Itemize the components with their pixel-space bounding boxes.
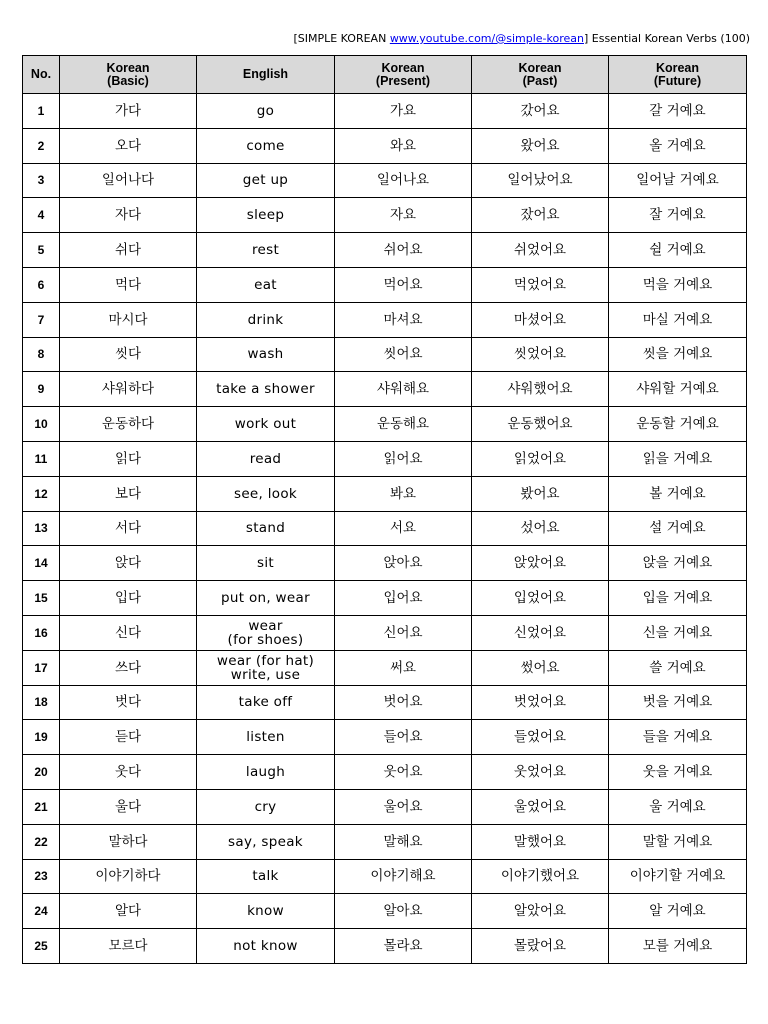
cell-basic: 샤워하다	[60, 372, 197, 407]
col-header-basic: Korean (Basic)	[60, 56, 197, 94]
cell-future: 올 거예요	[609, 128, 747, 163]
cell-past: 몰랐어요	[472, 929, 609, 964]
cell-english	[197, 581, 335, 616]
english-line: work out	[234, 416, 297, 433]
english-line: see, look	[233, 485, 297, 502]
verbs-table	[22, 55, 747, 964]
cell-present: 써요	[335, 650, 472, 685]
table-row	[23, 337, 747, 372]
cell-future: 먹을 거예요	[609, 267, 747, 302]
english-line: wear	[248, 617, 283, 634]
cell-english	[197, 546, 335, 581]
cell-future: 벗을 거예요	[609, 685, 747, 720]
cell-present: 신어요	[335, 615, 472, 650]
cell-present: 벗어요	[335, 685, 472, 720]
cell-future: 갈 거예요	[609, 94, 747, 129]
cell-basic: 벗다	[60, 685, 197, 720]
cell-english	[197, 720, 335, 755]
cell-past: 이야기했어요	[472, 859, 609, 894]
english-line: drink	[247, 311, 284, 328]
col-header-future: Korean (Future)	[609, 56, 747, 94]
cell-english	[197, 407, 335, 442]
cell-past: 알았어요	[472, 894, 609, 929]
cell-present: 와요	[335, 128, 472, 163]
cell-no: 3	[23, 163, 60, 198]
cell-basic: 울다	[60, 789, 197, 824]
cell-future: 말할 거예요	[609, 824, 747, 859]
cell-english	[197, 859, 335, 894]
cell-basic: 가다	[60, 94, 197, 129]
cell-english	[197, 650, 335, 685]
cell-english	[197, 94, 335, 129]
cell-english	[197, 128, 335, 163]
table-header-row	[23, 56, 747, 94]
cell-future: 일어날 거예요	[609, 163, 747, 198]
english-line: put on, wear	[221, 590, 310, 607]
cell-past: 씻었어요	[472, 337, 609, 372]
cell-future: 모를 거예요	[609, 929, 747, 964]
cell-no: 4	[23, 198, 60, 233]
cell-english	[197, 198, 335, 233]
cell-present: 몰라요	[335, 929, 472, 964]
cell-no: 23	[23, 859, 60, 894]
english-line: eat	[254, 276, 277, 293]
cell-english	[197, 511, 335, 546]
cell-past: 입었어요	[472, 581, 609, 616]
english-line: go	[256, 102, 275, 119]
cell-present: 샤워해요	[335, 372, 472, 407]
cell-past: 먹었어요	[472, 267, 609, 302]
table-row	[23, 824, 747, 859]
english-line: sleep	[246, 207, 285, 224]
cell-past: 일어났어요	[472, 163, 609, 198]
cell-past: 앉았어요	[472, 546, 609, 581]
cell-future: 마실 거예요	[609, 302, 747, 337]
english-line: write, use	[230, 666, 301, 683]
cell-english	[197, 755, 335, 790]
cell-no: 5	[23, 233, 60, 268]
cell-basic: 마시다	[60, 302, 197, 337]
english-line: get up	[242, 172, 289, 189]
cell-past: 들었어요	[472, 720, 609, 755]
document-header	[293, 32, 750, 45]
cell-past: 갔어요	[472, 94, 609, 129]
table-row	[23, 581, 747, 616]
table-row	[23, 302, 747, 337]
cell-present: 씻어요	[335, 337, 472, 372]
cell-basic: 오다	[60, 128, 197, 163]
table-row	[23, 650, 747, 685]
cell-english	[197, 233, 335, 268]
cell-future: 쓸 거예요	[609, 650, 747, 685]
cell-present: 이야기해요	[335, 859, 472, 894]
table-row	[23, 372, 747, 407]
cell-present: 쉬어요	[335, 233, 472, 268]
cell-no: 1	[23, 94, 60, 129]
cell-past: 샤워했어요	[472, 372, 609, 407]
header-suffix: ] Essential Korean Verbs (100)	[583, 32, 750, 45]
cell-past: 쉬었어요	[472, 233, 609, 268]
cell-no: 14	[23, 546, 60, 581]
cell-past: 섰어요	[472, 511, 609, 546]
table-row	[23, 859, 747, 894]
cell-past: 운동했어요	[472, 407, 609, 442]
cell-no: 12	[23, 476, 60, 511]
cell-no: 7	[23, 302, 60, 337]
english-line: read	[249, 450, 282, 467]
cell-basic: 서다	[60, 511, 197, 546]
english-line: (for shoes)	[227, 631, 304, 648]
cell-basic: 쓰다	[60, 650, 197, 685]
cell-english	[197, 267, 335, 302]
english-line: stand	[245, 520, 286, 537]
cell-english	[197, 476, 335, 511]
cell-no: 15	[23, 581, 60, 616]
cell-english	[197, 441, 335, 476]
cell-present: 울어요	[335, 789, 472, 824]
cell-no: 21	[23, 789, 60, 824]
english-line: come	[246, 137, 285, 154]
table-row	[23, 511, 747, 546]
cell-no: 24	[23, 894, 60, 929]
cell-future: 샤워할 거예요	[609, 372, 747, 407]
cell-future: 쉴 거예요	[609, 233, 747, 268]
col-header-past: Korean (Past)	[472, 56, 609, 94]
cell-future: 운동할 거예요	[609, 407, 747, 442]
cell-past: 읽었어요	[472, 441, 609, 476]
cell-no: 18	[23, 685, 60, 720]
english-line: take a shower	[216, 381, 315, 398]
cell-basic: 보다	[60, 476, 197, 511]
english-line: wear (for hat)	[216, 652, 315, 669]
cell-basic: 앉다	[60, 546, 197, 581]
table-row	[23, 929, 747, 964]
cell-no: 20	[23, 755, 60, 790]
english-line: listen	[246, 729, 285, 746]
table-row	[23, 476, 747, 511]
english-line: not know	[233, 938, 298, 955]
cell-basic: 듣다	[60, 720, 197, 755]
cell-no: 16	[23, 615, 60, 650]
cell-past: 말했어요	[472, 824, 609, 859]
english-line: cry	[254, 798, 277, 815]
cell-future: 볼 거예요	[609, 476, 747, 511]
cell-present: 들어요	[335, 720, 472, 755]
cell-no: 19	[23, 720, 60, 755]
table-row	[23, 615, 747, 650]
cell-basic: 말하다	[60, 824, 197, 859]
cell-basic: 웃다	[60, 755, 197, 790]
cell-future: 웃을 거예요	[609, 755, 747, 790]
cell-english	[197, 302, 335, 337]
cell-future: 앉을 거예요	[609, 546, 747, 581]
cell-no: 2	[23, 128, 60, 163]
col-header-present: Korean (Present)	[335, 56, 472, 94]
cell-basic: 신다	[60, 615, 197, 650]
cell-basic: 먹다	[60, 267, 197, 302]
cell-past: 웃었어요	[472, 755, 609, 790]
cell-basic: 운동하다	[60, 407, 197, 442]
english-line: laugh	[245, 764, 286, 781]
table-row	[23, 267, 747, 302]
cell-basic: 자다	[60, 198, 197, 233]
cell-future: 이야기할 거예요	[609, 859, 747, 894]
english-line: take off	[238, 694, 293, 711]
english-line: rest	[251, 242, 280, 259]
cell-past: 벗었어요	[472, 685, 609, 720]
cell-present: 일어나요	[335, 163, 472, 198]
cell-future: 읽을 거예요	[609, 441, 747, 476]
cell-basic: 읽다	[60, 441, 197, 476]
table-row	[23, 441, 747, 476]
cell-past: 왔어요	[472, 128, 609, 163]
cell-basic: 일어나다	[60, 163, 197, 198]
table-row	[23, 233, 747, 268]
cell-future: 씻을 거예요	[609, 337, 747, 372]
cell-future: 잘 거예요	[609, 198, 747, 233]
header-prefix: [SIMPLE KOREAN	[293, 32, 390, 45]
col-header-english: English	[197, 56, 335, 94]
cell-past: 잤어요	[472, 198, 609, 233]
cell-no: 11	[23, 441, 60, 476]
cell-past: 썼어요	[472, 650, 609, 685]
cell-english	[197, 789, 335, 824]
cell-basic: 씻다	[60, 337, 197, 372]
cell-english	[197, 929, 335, 964]
cell-english	[197, 894, 335, 929]
youtube-link[interactable]: www.youtube.com/@simple-korean	[389, 32, 584, 45]
cell-english	[197, 615, 335, 650]
cell-no: 9	[23, 372, 60, 407]
english-line: know	[247, 903, 284, 920]
cell-present: 서요	[335, 511, 472, 546]
cell-basic: 알다	[60, 894, 197, 929]
cell-future: 알 거예요	[609, 894, 747, 929]
cell-basic: 입다	[60, 581, 197, 616]
cell-english	[197, 824, 335, 859]
cell-basic: 쉬다	[60, 233, 197, 268]
cell-present: 웃어요	[335, 755, 472, 790]
english-line: talk	[252, 868, 279, 885]
table-row	[23, 94, 747, 129]
cell-past: 신었어요	[472, 615, 609, 650]
cell-present: 앉아요	[335, 546, 472, 581]
english-line: say, speak	[228, 833, 303, 850]
table-row	[23, 894, 747, 929]
cell-present: 자요	[335, 198, 472, 233]
cell-future: 울 거예요	[609, 789, 747, 824]
col-header-no: No.	[23, 56, 60, 94]
cell-present: 알아요	[335, 894, 472, 929]
cell-basic: 이야기하다	[60, 859, 197, 894]
cell-future: 들을 거예요	[609, 720, 747, 755]
cell-no: 8	[23, 337, 60, 372]
table-row	[23, 789, 747, 824]
cell-future: 입을 거예요	[609, 581, 747, 616]
cell-no: 13	[23, 511, 60, 546]
table-row	[23, 163, 747, 198]
cell-past: 울었어요	[472, 789, 609, 824]
cell-no: 22	[23, 824, 60, 859]
cell-english	[197, 685, 335, 720]
table-row	[23, 546, 747, 581]
cell-future: 설 거예요	[609, 511, 747, 546]
cell-no: 25	[23, 929, 60, 964]
cell-past: 봤어요	[472, 476, 609, 511]
cell-present: 입어요	[335, 581, 472, 616]
cell-present: 가요	[335, 94, 472, 129]
cell-present: 읽어요	[335, 441, 472, 476]
cell-present: 먹어요	[335, 267, 472, 302]
cell-present: 말해요	[335, 824, 472, 859]
cell-english	[197, 163, 335, 198]
cell-no: 6	[23, 267, 60, 302]
cell-english	[197, 372, 335, 407]
table-row	[23, 720, 747, 755]
cell-no: 17	[23, 650, 60, 685]
table-row	[23, 685, 747, 720]
cell-english	[197, 337, 335, 372]
cell-present: 마셔요	[335, 302, 472, 337]
cell-past: 마셨어요	[472, 302, 609, 337]
cell-present: 운동해요	[335, 407, 472, 442]
table-row	[23, 407, 747, 442]
table-row	[23, 128, 747, 163]
cell-present: 봐요	[335, 476, 472, 511]
english-line: wash	[247, 346, 284, 363]
english-line: sit	[257, 555, 274, 572]
table-row	[23, 198, 747, 233]
cell-basic: 모르다	[60, 929, 197, 964]
cell-future: 신을 거예요	[609, 615, 747, 650]
table-row	[23, 755, 747, 790]
cell-no: 10	[23, 407, 60, 442]
